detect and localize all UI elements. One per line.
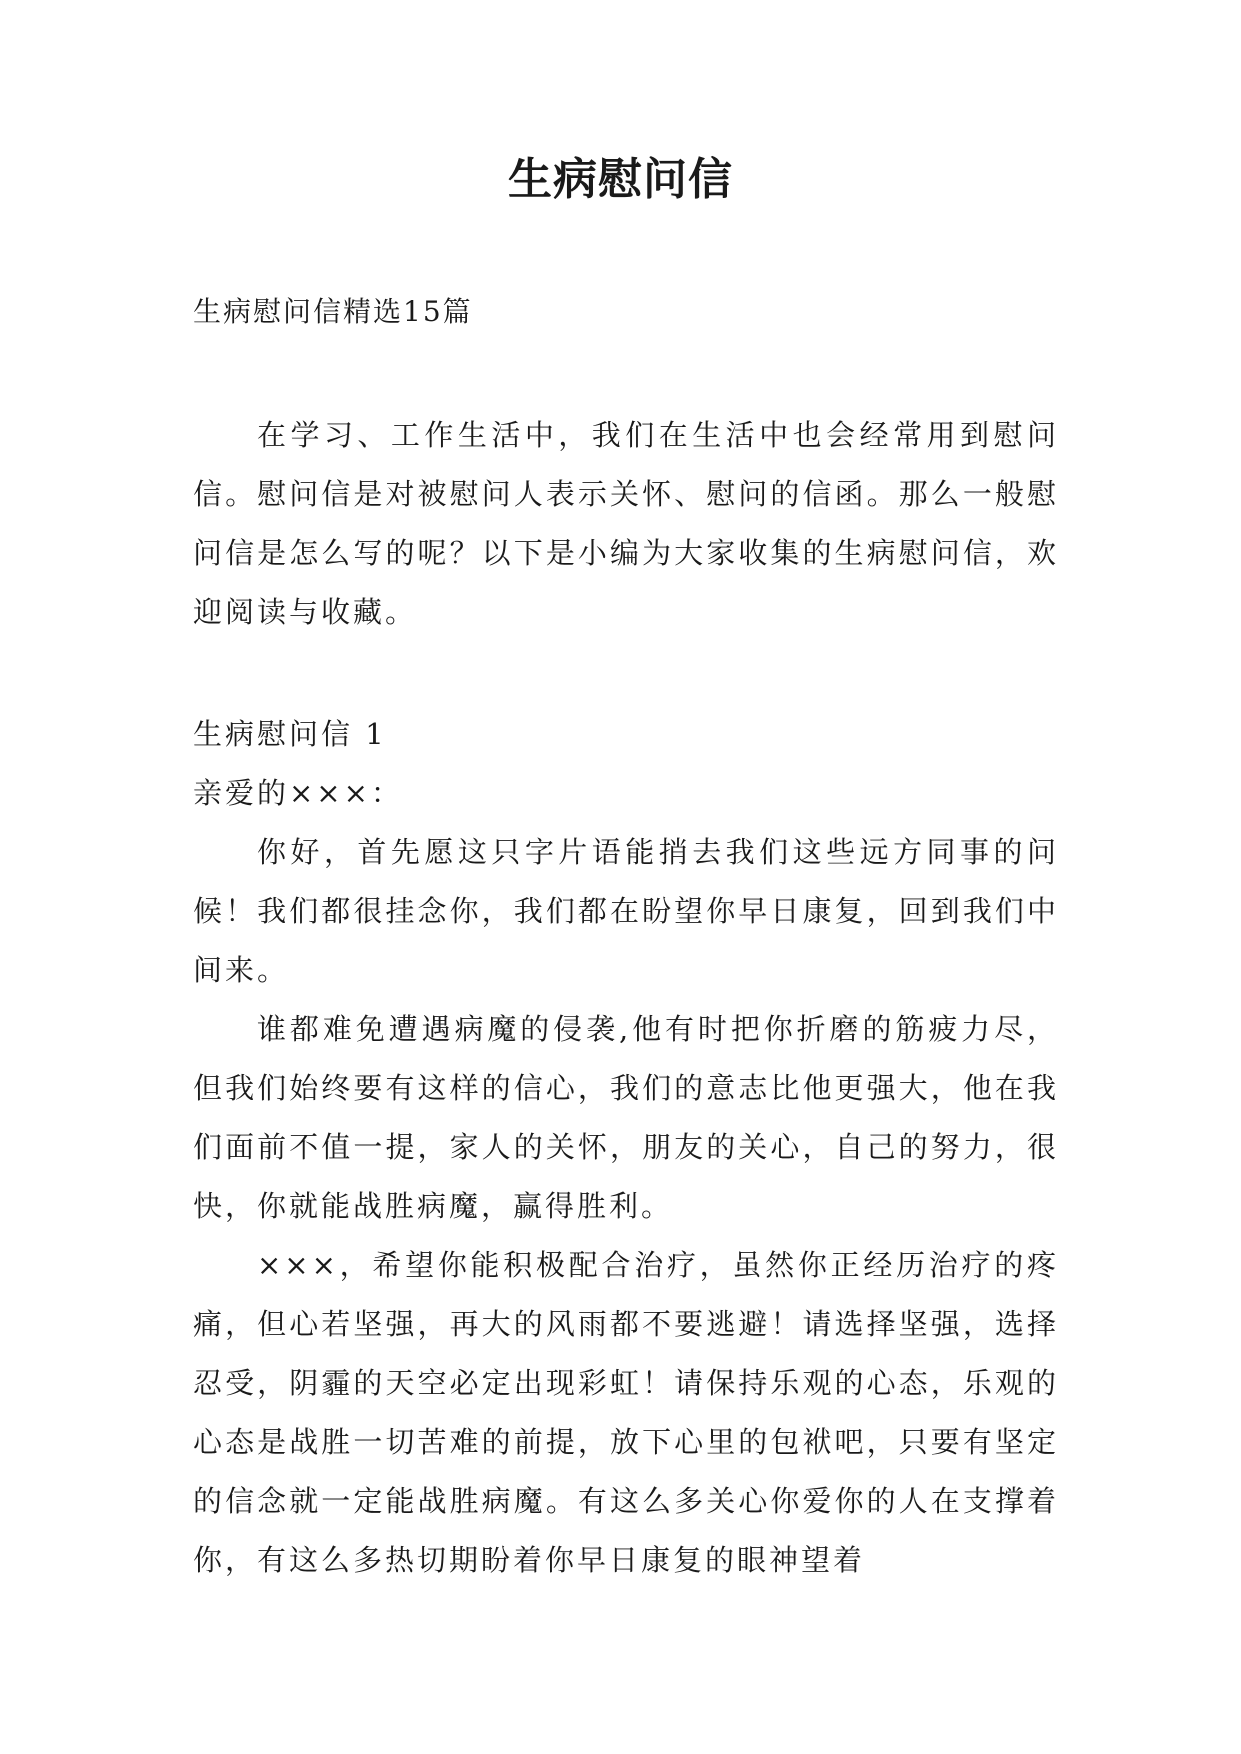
document-subtitle: 生病慰问信精选15篇	[193, 295, 473, 328]
letter-heading: 生病慰问信 1	[193, 717, 387, 751]
letter-salutation: 亲爱的×××：	[193, 776, 403, 810]
intro-paragraph: 在学习、工作生活中，我们在生活中也会经常用到慰问信。慰问信是对被慰问人表示关怀、慰问的信函。那么一般慰问信是怎么写的呢？以下是小编为大家收集的生病慰问信，欢迎阅读与收藏。	[193, 418, 1059, 629]
intro-section	[193, 406, 1059, 642]
letter-paragraph: 谁都难免遭遇病魔的侵袭,他有时把你折磨的筋疲力尽，但我们始终要有这样的信心，我们的意志比他更强大，他在我们面前不值一提，家人的关怀，朋友的关心，自己的努力，很快，你就能战胜病魔，赢得胜利。	[193, 1012, 1059, 1223]
letter-paragraph: ×××，希望你能积极配合治疗，虽然你正经历治疗的疼痛，但心若坚强，再大的风雨都不要逃避！请选择坚强，选择忍受，阴霾的天空必定出现彩虹！请保持乐观的心态，乐观的心态是战胜一切苦难的前提，放下心里的包袱吧，只要有坚定的信念就一定能战胜病魔。有这么多关心你爱你的人在支撑着你，有这么多热切期盼着你早日康复的眼神望着	[193, 1248, 1059, 1577]
letter-paragraph: 你好，首先愿这只字片语能捎去我们这些远方同事的问候！我们都很挂念你，我们都在盼望你早日康复，回到我们中间来。	[193, 835, 1059, 987]
document-title: 生病慰问信	[508, 154, 733, 205]
letter-1	[193, 705, 1059, 1590]
